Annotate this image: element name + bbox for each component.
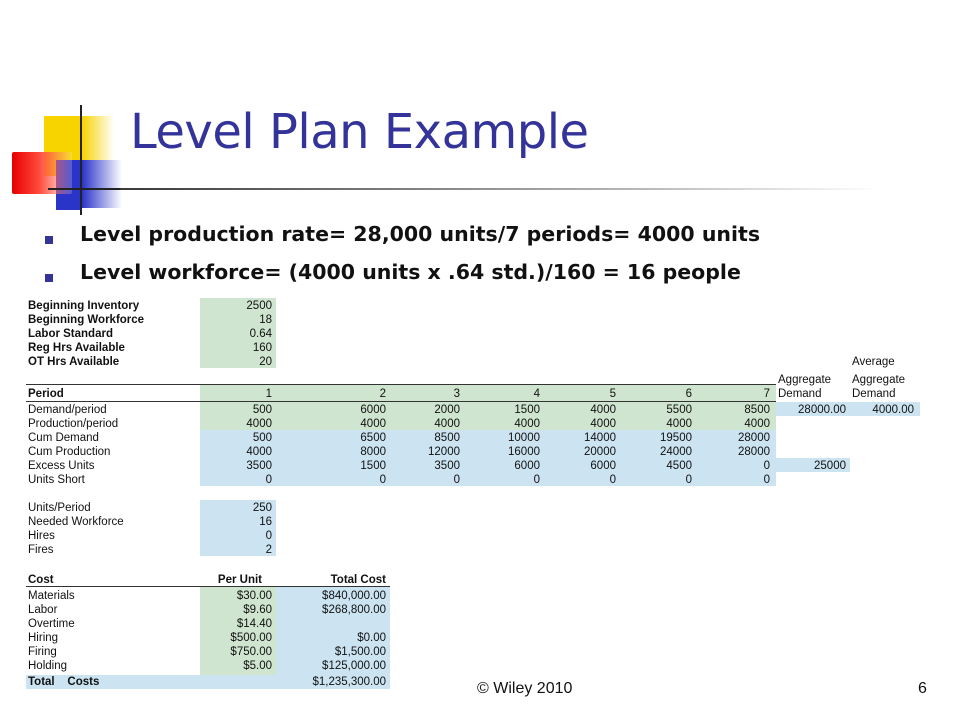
decor-blue-gradient xyxy=(82,160,122,208)
decor-vertical-line xyxy=(80,105,82,215)
per-unit-header: Per Unit xyxy=(217,574,262,586)
table-cell: 16000 xyxy=(508,446,540,458)
average-cell: 4000.00 xyxy=(872,404,914,416)
row-label: Units Short xyxy=(28,474,85,486)
table-cell: 0 xyxy=(763,460,770,472)
workforce-value: 16 xyxy=(259,516,272,528)
title-underline xyxy=(120,188,880,190)
period-label: Period xyxy=(28,388,64,400)
table-cell: 5500 xyxy=(666,404,692,416)
cost-per-unit: $30.00 xyxy=(236,590,272,602)
cost-per-unit: $750.00 xyxy=(230,646,272,658)
table-cell: 0 xyxy=(453,474,460,486)
table-cell: 12000 xyxy=(428,446,460,458)
table-cell: 6500 xyxy=(360,432,386,444)
table-cell: 6000 xyxy=(590,460,616,472)
cost-per-unit: $14.40 xyxy=(236,618,272,630)
table-cell: 8000 xyxy=(360,446,386,458)
total-costs-label: Total Costs xyxy=(28,676,100,688)
bullet-text-1: Level production rate= 28,000 units/7 periods= 4000 units xyxy=(80,222,761,246)
param-value: 18 xyxy=(259,314,272,326)
param-value: 160 xyxy=(252,342,272,354)
row-label: Cum Demand xyxy=(28,432,99,444)
table-cell: 4000 xyxy=(590,404,616,416)
table-cell: 3500 xyxy=(246,460,272,472)
cost-label: Labor xyxy=(28,604,58,616)
table-cell: 6000 xyxy=(360,404,386,416)
header-aggregate-2: Aggregate xyxy=(852,374,906,386)
workforce-value: 250 xyxy=(252,502,272,514)
param-label: OT Hrs Available xyxy=(28,356,120,368)
table-cell: 4000 xyxy=(246,446,272,458)
cost-label: Hiring xyxy=(28,632,59,644)
table-cell: 1500 xyxy=(514,404,540,416)
row-label: Excess Units xyxy=(28,460,95,472)
period-header: 1 xyxy=(265,388,272,400)
workforce-value: 0 xyxy=(265,530,272,542)
cost-total: $125,000.00 xyxy=(322,660,386,672)
param-label: Beginning Inventory xyxy=(28,300,140,312)
table-cell: 14000 xyxy=(584,432,616,444)
cost-label: Materials xyxy=(28,590,75,602)
table-cell: 2000 xyxy=(434,404,460,416)
workforce-label: Fires xyxy=(28,544,54,556)
header-aggregate-1: Aggregate xyxy=(778,374,832,386)
header-average: Average xyxy=(852,356,895,368)
cost-total: $1,500.00 xyxy=(334,646,386,658)
row-label: Demand/period xyxy=(28,404,107,416)
table-cell: 1500 xyxy=(360,460,386,472)
param-label: Reg Hrs Available xyxy=(28,342,125,354)
workforce-label: Units/Period xyxy=(28,502,91,514)
period-header: 3 xyxy=(453,388,460,400)
table-cell: 0 xyxy=(533,474,540,486)
table-cell: 4000 xyxy=(666,418,692,430)
cost-per-unit: $5.00 xyxy=(243,660,272,672)
workforce-label: Needed Workforce xyxy=(28,516,124,528)
cost-total: $0.00 xyxy=(357,632,386,644)
table-cell: 3500 xyxy=(434,460,460,472)
table-cell: 4000 xyxy=(434,418,460,430)
bullet-icon xyxy=(45,236,53,244)
table-cell: 0 xyxy=(763,474,770,486)
table-cell: 0 xyxy=(379,474,386,486)
total-costs-value: $1,235,300.00 xyxy=(312,676,386,688)
period-header: 4 xyxy=(533,388,540,400)
cost-total xyxy=(280,617,386,631)
period-header: 6 xyxy=(685,388,692,400)
table-cell: 24000 xyxy=(660,446,692,458)
cost-per-unit: $500.00 xyxy=(230,632,272,644)
period-header: 7 xyxy=(763,388,770,400)
cost-header: Cost xyxy=(28,574,54,586)
table-cell: 4000 xyxy=(360,418,386,430)
decor-yellow-gradient xyxy=(82,116,114,160)
period-header: 5 xyxy=(609,388,616,400)
table-cell: 19500 xyxy=(660,432,692,444)
table-cell: 0 xyxy=(685,474,692,486)
bullet-icon xyxy=(45,274,53,282)
footer-page-number: 6 xyxy=(918,680,927,697)
table-cell: 28000 xyxy=(738,446,770,458)
table-cell: 20000 xyxy=(584,446,616,458)
header-demand-2: Demand xyxy=(852,388,896,400)
bullet-text-2: Level workforce= (4000 units x .64 std.)/160 = 16 people xyxy=(80,260,741,284)
slide-title: Level Plan Example xyxy=(130,104,589,160)
table-cell: 4000 xyxy=(590,418,616,430)
table-cell: 4000 xyxy=(246,418,272,430)
aggregate-cell: 25000 xyxy=(814,460,846,472)
table-cell: 500 xyxy=(252,404,272,416)
table-cell: 500 xyxy=(252,432,272,444)
cost-label: Firing xyxy=(28,646,57,658)
table-cell: 6000 xyxy=(514,460,540,472)
row-label: Production/period xyxy=(28,418,119,430)
param-label: Beginning Workforce xyxy=(28,314,145,326)
table-cell: 8500 xyxy=(744,404,770,416)
footer-copyright: © Wiley 2010 xyxy=(477,680,573,697)
aggregate-cell: 28000.00 xyxy=(798,404,846,416)
period-header: 2 xyxy=(379,388,386,400)
table-cell: 10000 xyxy=(508,432,540,444)
workforce-value: 2 xyxy=(265,544,272,556)
table-cell: 4000 xyxy=(514,418,540,430)
param-label: Labor Standard xyxy=(28,328,113,340)
cost-total: $268,800.00 xyxy=(322,604,386,616)
table-cell: 0 xyxy=(265,474,272,486)
param-value: 20 xyxy=(259,356,272,368)
workforce-label: Hires xyxy=(28,530,55,542)
header-demand-1: Demand xyxy=(778,388,822,400)
table-cell: 28000 xyxy=(738,432,770,444)
param-value: 2500 xyxy=(246,300,272,312)
cost-label: Holding xyxy=(28,660,67,672)
row-label: Cum Production xyxy=(28,446,111,458)
table-cell: 4500 xyxy=(666,460,692,472)
cost-label: Overtime xyxy=(28,618,75,630)
table-cell: 4000 xyxy=(744,418,770,430)
table-cell: 0 xyxy=(609,474,616,486)
cost-per-unit: $9.60 xyxy=(243,604,272,616)
table-cell: 8500 xyxy=(434,432,460,444)
total-cost-header: Total Cost xyxy=(330,574,386,586)
cost-total: $840,000.00 xyxy=(322,590,386,602)
param-value: 0.64 xyxy=(249,328,272,340)
